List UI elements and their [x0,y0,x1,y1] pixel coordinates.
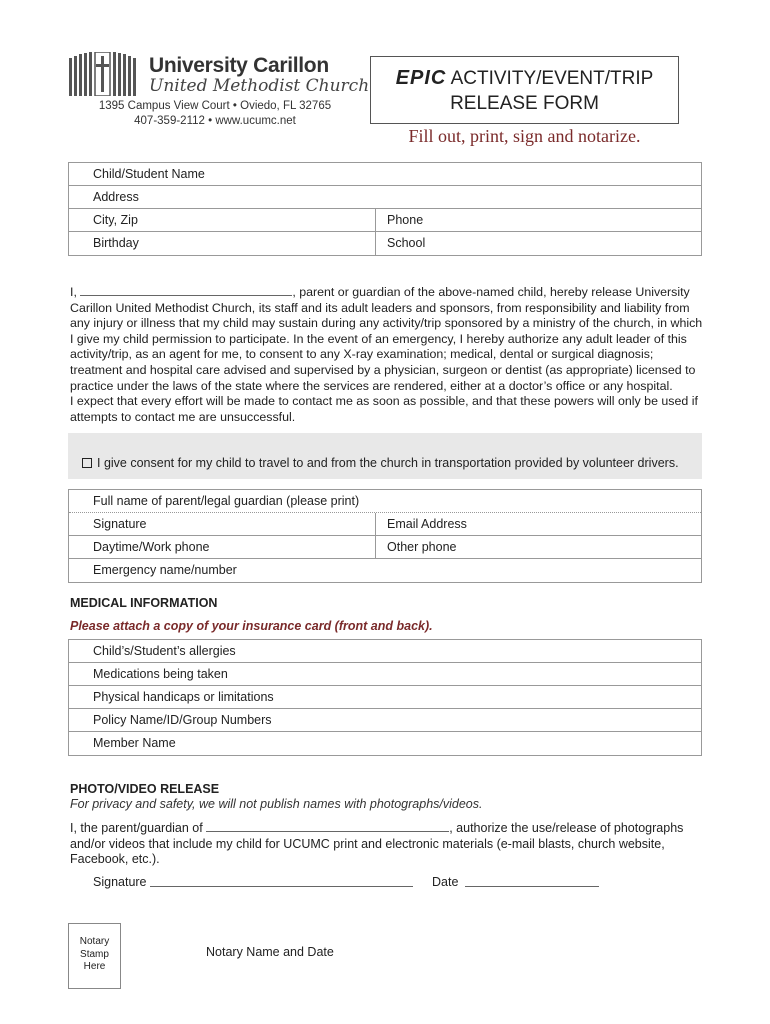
instruction-text: Fill out, print, sign and notarize. [408,126,641,146]
child-name-blank[interactable] [206,821,449,832]
guardian-info-table [68,489,702,583]
release-second-paragraph: I expect that every effort will be made to contact me as soon as possible, and that these powers will only be used if attempts to contact me are unsuccessful. [70,394,698,424]
consent-checkbox[interactable] [82,458,92,468]
guardian-name-label: Full name of parent/legal guardian (please print) [93,494,360,508]
photo-prefix: I, the parent/guardian of [70,821,203,835]
photo-date-label: Date [432,875,459,889]
birthday-label: Birthday [93,236,139,250]
photo-signature-line[interactable] [150,886,413,887]
privacy-note: For privacy and safety, we will not publish names with photographs/videos. [70,797,483,811]
address-label: Address [93,190,139,204]
city-phone-row [69,209,701,232]
org-subtitle: United Methodist Church [149,76,370,96]
notary-stamp-line3: Here [83,961,106,972]
medical-table [68,639,702,756]
phone-row [69,536,701,559]
policy-label: Policy Name/ID/Group Numbers [93,713,272,727]
allergies-row[interactable] [69,640,701,663]
photo-heading: PHOTO/VIDEO RELEASE [70,782,220,796]
policy-row[interactable] [69,709,701,732]
insurance-note: Please attach a copy of your insurance card (front and back). [70,619,433,633]
child-name-row[interactable] [69,163,701,186]
birthday-school-row [69,232,701,255]
signature-email-row [69,513,701,536]
church-logo [69,52,137,96]
medications-label: Medications being taken [93,667,228,681]
consent-label: I give consent for my child to travel to and from the church in transportation provided by volunteer drivers. [97,456,679,470]
notary-stamp-line2: Stamp [80,948,109,960]
emergency-row[interactable] [69,559,701,582]
org-address [80,99,350,129]
title-epic: EPIC [395,67,447,89]
notary-name-date: Notary Name and Date [206,945,334,959]
guardian-name-row[interactable] [69,490,701,513]
medical-heading: MEDICAL INFORMATION [70,596,218,610]
title-line2: RELEASE FORM [450,93,599,114]
emergency-label: Emergency name/number [93,563,237,577]
school-label: School [387,236,426,250]
notary-stamp-box [68,923,121,989]
address-line: 1395 Campus View Court • Oviedo, FL 32765 [98,100,332,112]
notary-stamp-line1: Notary [79,936,110,947]
handicaps-row[interactable] [69,686,701,709]
child-name-label: Child/Student Name [93,167,205,181]
guardian-name-blank[interactable] [80,285,292,296]
child-info-table [68,162,702,256]
signature-label: Signature [93,517,147,531]
daytime-phone-label: Daytime/Work phone [93,540,210,554]
form-title [370,56,679,124]
contact-line: 407-359-2112 • www.ucumc.net [134,115,296,127]
member-label: Member Name [93,736,176,750]
medications-row[interactable] [69,663,701,686]
org-name: University Carillon [149,54,329,77]
photo-date-line[interactable] [465,886,599,887]
handicaps-label: Physical handicaps or limitations [93,690,274,704]
email-label: Email Address [387,517,467,531]
photo-signature-label: Signature [93,875,147,889]
address-row[interactable] [69,186,701,209]
title-line1: ACTIVITY/EVENT/TRIP [450,68,654,89]
release-paragraph [70,285,704,425]
other-phone-label: Other phone [387,540,457,554]
transport-consent[interactable] [82,456,679,470]
photo-release-paragraph [70,821,704,868]
member-row[interactable] [69,732,701,755]
city-zip-label: City, Zip [93,213,138,227]
release-prefix: I, [70,285,77,299]
photo-release-text: , authorize the use/release of photographs and/or videos that include my child for UCUMC print and electronic materials (e-mail blasts, church website, Facebook, etc.). [70,821,684,867]
phone-label: Phone [387,213,424,227]
allergies-label: Child’s/Student’s allergies [93,644,236,658]
release-text: , parent or guardian of the above-named child, hereby release University Carillon United Methodist Church, its staff and its adult leaders and sponsors, from responsibility and liability from any injury or illness that my child may sustain during any activity/trip sponsored by a ministry of the church, in which I give my child permission to participate. In the event of an emergency, I hereby authorize any adult leader of this activity/trip, as an agent for me, to consent to any X-ray examination; medical, dental or surgical diagnosis; treatment and hospital care advised and supervised by a physician, surgeon or dentist (as appropriate) licensed to practice under the laws of the state where the services are rendered, either at a doctor’s office or any hospital. [70,285,703,393]
